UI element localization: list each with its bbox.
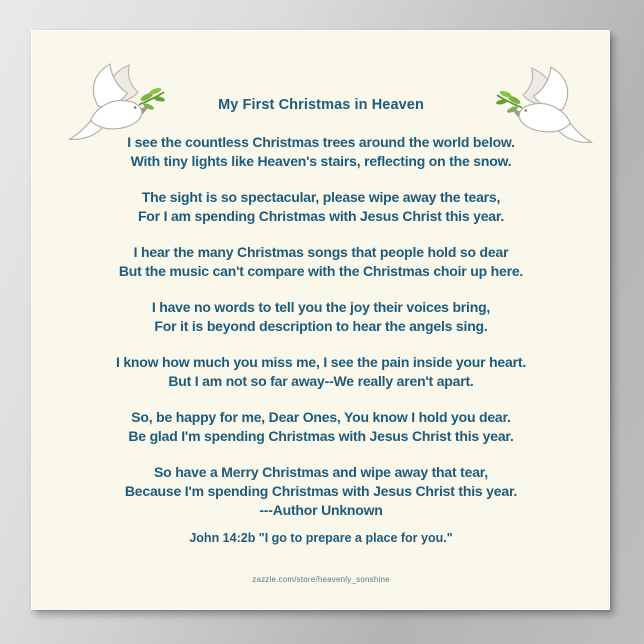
poem-line: I hear the many Christmas songs that people hold so dear bbox=[133, 244, 509, 260]
poem-stanza bbox=[32, 353, 610, 391]
poem-stanza bbox=[32, 408, 610, 446]
dove-olive-branch-icon bbox=[60, 62, 166, 154]
poem-stanza bbox=[32, 298, 610, 336]
poem-stanza bbox=[32, 188, 610, 226]
bible-verse: John 14:2b "I go to prepare a place for you." bbox=[189, 531, 453, 545]
poem-line: I see the countless Christmas trees around the world below. bbox=[127, 134, 515, 150]
dove-olive-branch-icon bbox=[495, 65, 601, 157]
poem-stanza bbox=[32, 463, 610, 520]
poem-stanza bbox=[32, 243, 610, 281]
poem-title: My First Christmas in Heaven bbox=[218, 97, 424, 113]
poem-line: But the music can't compare with the Christmas choir up here. bbox=[118, 263, 524, 279]
poem-line: Be glad I'm spending Christmas with Jesus Christ this year. bbox=[128, 428, 514, 444]
poem-attribution: ---Author Unknown bbox=[259, 502, 383, 518]
store-url: zazzle.com/store/heavenly_sonshine bbox=[252, 575, 390, 584]
poem-line: The sight is so spectacular, please wipe away the tears, bbox=[141, 189, 501, 205]
poem-line: Because I'm spending Christmas with Jesus Christ this year. bbox=[124, 483, 518, 499]
poem-line: For it is beyond description to hear the angels sing. bbox=[154, 318, 488, 334]
poem-line: For I am spending Christmas with Jesus Christ this year. bbox=[137, 208, 505, 224]
poem-line: So, be happy for me, Dear Ones, You know I hold you dear. bbox=[131, 409, 511, 425]
poem-line: But I am not so far away--We really aren't apart. bbox=[168, 373, 474, 389]
poem-line: With tiny lights like Heaven's stairs, reflecting on the snow. bbox=[130, 153, 512, 169]
poem-line: I have no words to tell you the joy their voices bring, bbox=[151, 299, 491, 315]
poem-line: I know how much you miss me, I see the pain inside your heart. bbox=[115, 354, 527, 370]
poster bbox=[31, 30, 610, 610]
poem-line: So have a Merry Christmas and wipe away that tear, bbox=[154, 464, 488, 480]
